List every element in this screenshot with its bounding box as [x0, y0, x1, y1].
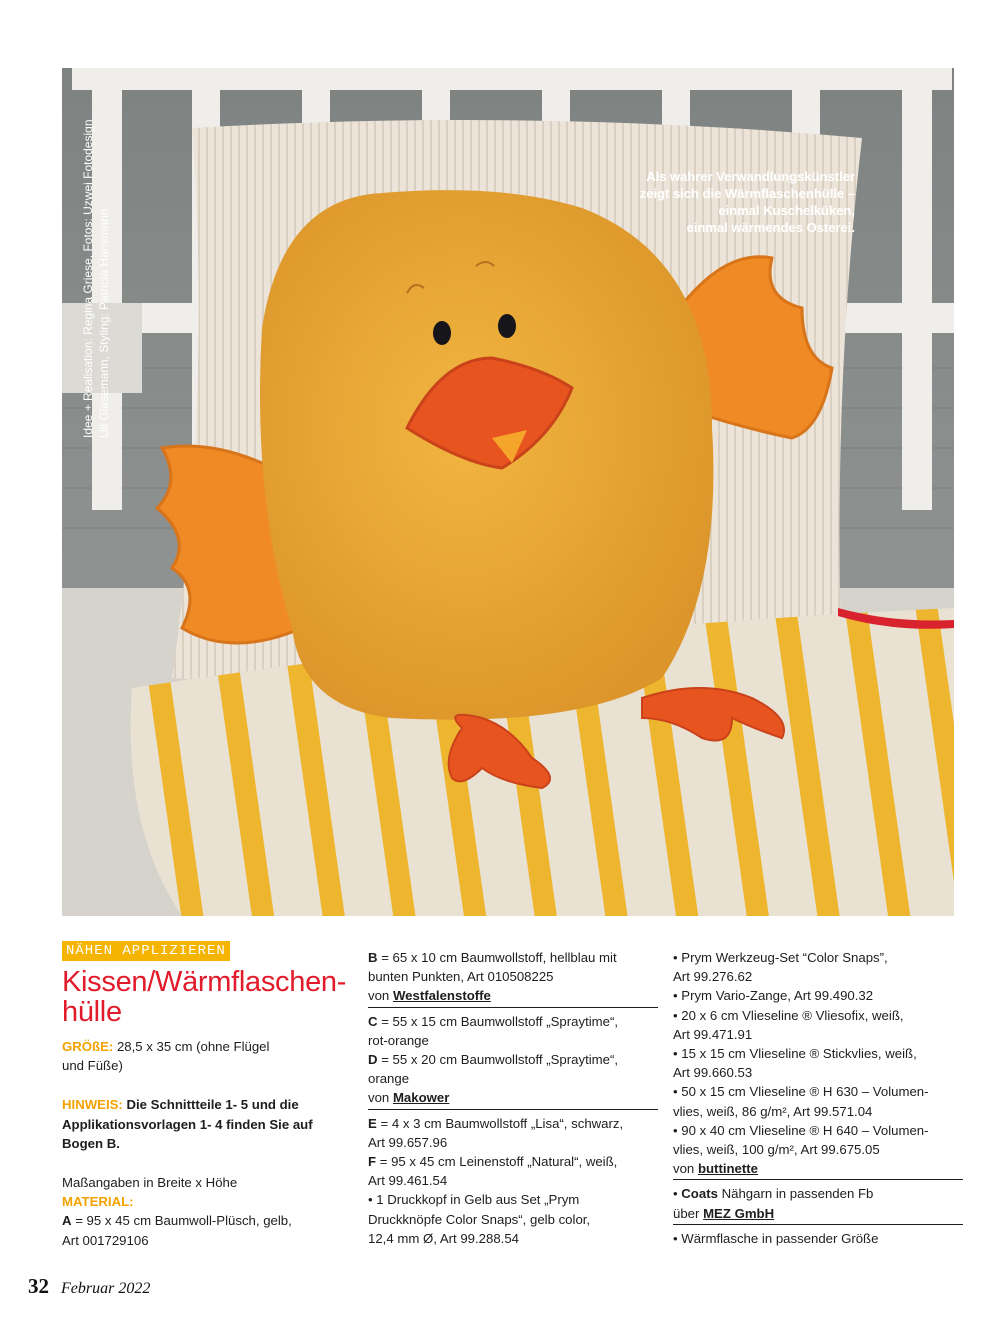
page-number: 32: [28, 1274, 49, 1298]
material-g-line-1: • 1 Druckkopf in Gelb aus Set „Prym: [368, 1192, 580, 1208]
article-title: [62, 967, 352, 1027]
material-d-line-1: [368, 1050, 658, 1069]
supplier-prefix: von: [368, 988, 393, 1004]
list-item: • Prym Vario-Zange, Art 99.490.32: [673, 988, 874, 1004]
supplier-makower: [368, 1088, 658, 1109]
material-b-key: B: [368, 950, 378, 965]
caption-line: Als wahrer Verwandlungskünstler: [646, 169, 855, 184]
list-item: • 20 x 6 cm Vlieseline ® Vliesofix, weiß,: [673, 1007, 904, 1023]
list-item: • Prym Werkzeug-Set “Color Snaps”,: [673, 950, 888, 965]
material-info: [62, 1173, 352, 1250]
material-c-key: C: [368, 1013, 378, 1029]
issue-label: Februar 2022: [61, 1280, 151, 1297]
photo-credits-text: [80, 88, 112, 438]
article-column-3: [673, 948, 963, 1248]
list-item: • Wärmflasche in passender Größe: [673, 1230, 879, 1246]
title-line-2: hülle: [62, 996, 122, 1028]
hint-line-1: [62, 1095, 352, 1114]
hint-info: [62, 1095, 352, 1153]
title-line-1: Kissen/Wärmflaschen-: [62, 966, 347, 998]
list-item: • 90 x 40 cm Vlieseline ® H 640 – Volumen-: [673, 1122, 929, 1138]
list-item: Art 99.660.53: [673, 1065, 753, 1081]
material-c-line-2: rot-orange: [368, 1032, 429, 1048]
list-item: vlies, weiß, 100 g/m², Art 99.675.05: [673, 1142, 880, 1158]
material-label: MATERIAL:: [62, 1194, 134, 1210]
material-a-key: A: [62, 1213, 72, 1229]
material-e-text: = 4 x 3 cm Baumwollstoff „Lisa“, schwarz,: [376, 1115, 624, 1131]
supplier-name: MEZ GmbH: [703, 1205, 775, 1221]
material-b-line-2: bunten Punkten, Art 010508225: [368, 969, 554, 985]
page-footer: [28, 1274, 150, 1300]
material-e-line-1: [368, 1114, 658, 1133]
bullet: •: [673, 1186, 682, 1202]
supplier-buttinette: [673, 1159, 963, 1180]
list-item: [673, 1184, 963, 1203]
supplier-name: buttinette: [697, 1161, 759, 1177]
material-f-line-1: [368, 1152, 658, 1171]
supplier-name: Makower: [392, 1090, 450, 1106]
hint-text-3: Bogen B.: [62, 1135, 120, 1151]
material-c-text: = 55 x 15 cm Baumwollstoff „Spraytime“,: [377, 1013, 619, 1029]
photo-credits: [80, 88, 124, 438]
supplier-westfalenstoffe: [368, 986, 658, 1007]
material-f-key: F: [368, 1154, 377, 1170]
size-label: GRÖßE:: [62, 1039, 114, 1054]
item-text: Nähgarn in passenden Fb: [717, 1186, 874, 1202]
caption-line: zeigt sich die Wärmflaschenhülle –: [639, 186, 855, 201]
article-column-2: [368, 948, 658, 1248]
caption-line: einmal wärmendes Osterei.: [686, 220, 855, 235]
supplier-mez: [673, 1204, 963, 1225]
size-text-1: 28,5 x 35 cm (ohne Flügel: [113, 1039, 270, 1054]
material-d-line-2: orange: [368, 1071, 410, 1087]
material-d-key: D: [368, 1052, 378, 1068]
material-a-line-2: Art 001729106: [62, 1232, 149, 1248]
material-a-line-1: [62, 1211, 352, 1230]
material-d-text: = 55 x 20 cm Baumwollstoff „Spraytime“,: [377, 1052, 619, 1068]
list-item: Art 99.471.91: [673, 1026, 753, 1042]
material-e-line-2: Art 99.657.96: [368, 1134, 448, 1150]
section-kicker: NÄHEN APPLIZIEREN: [62, 941, 230, 961]
article-column-1: [62, 940, 352, 1250]
material-f-text: = 95 x 45 cm Leinenstoff „Natural“, weiß,: [376, 1154, 618, 1170]
brand-name: Coats: [681, 1186, 718, 1202]
material-a-text: = 95 x 45 cm Baumwoll-Plüsch, gelb,: [71, 1213, 292, 1229]
credit-line-2: Uli Glasemann, Styling: Patricia Hansmann: [97, 208, 111, 438]
material-g-line-3: 12,4 mm Ø, Art 99.288.54: [368, 1230, 520, 1246]
size-info: [62, 1037, 352, 1075]
material-e-key: E: [368, 1115, 377, 1131]
supplier-prefix: von: [673, 1161, 698, 1177]
caption-line: einmal Kuschelküken,: [718, 203, 855, 218]
material-c-line-1: [368, 1012, 658, 1031]
supplier-prefix: von: [368, 1090, 393, 1106]
material-f-line-2: Art 99.461.54: [368, 1173, 448, 1189]
list-item: • 15 x 15 cm Vlieseline ® Stickvlies, weiß,: [673, 1046, 917, 1062]
supplier-prefix: über: [673, 1205, 704, 1221]
photo-caption: [595, 168, 855, 236]
supplier-name: Westfalenstoffe: [392, 988, 491, 1004]
list-item: Art 99.276.62: [673, 969, 753, 985]
measure-note: Maßangaben in Breite x Höhe: [62, 1175, 238, 1191]
material-b-line-1: [368, 948, 658, 967]
size-line-1: [62, 1037, 352, 1056]
material-b-text: = 65 x 10 cm Baumwollstoff, hellblau mit: [377, 950, 617, 965]
list-item: • 50 x 15 cm Vlieseline ® H 630 – Volumen-: [673, 1084, 929, 1100]
material-g-line-2: Druckknöpfe Color Snaps“, gelb color,: [368, 1211, 591, 1227]
hint-text-1: Die Schnittteile 1- 5 und die: [122, 1097, 299, 1113]
hint-label: HINWEIS:: [62, 1097, 123, 1113]
credit-line-1: Idee + Realisation: Regina Griese, Fotos: Uzwei Fotodesign: [81, 119, 95, 438]
hint-text-2: Applikationsvorlagen 1- 4 finden Sie auf: [62, 1116, 313, 1132]
list-item: vlies, weiß, 86 g/m², Art 99.571.04: [673, 1103, 873, 1119]
size-text-2: und Füße): [62, 1058, 123, 1074]
